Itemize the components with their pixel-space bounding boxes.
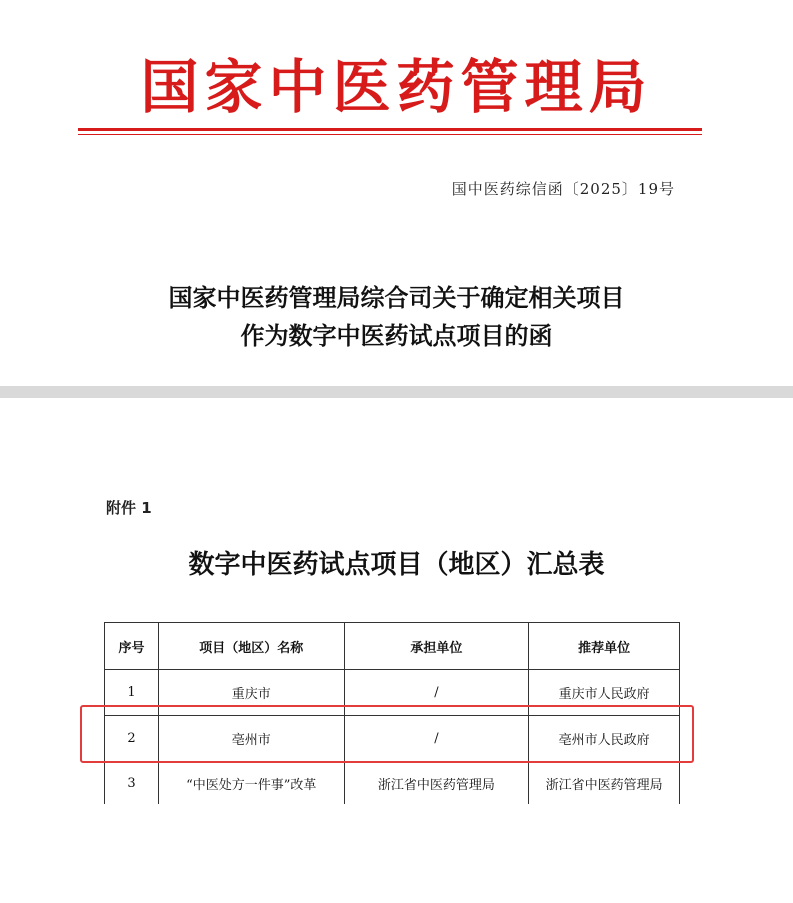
attachment-label: 附件 1 (106, 499, 152, 517)
letter-title-line-1: 国家中医药管理局综合司关于确定相关项目 (168, 284, 625, 312)
page-separator (0, 386, 793, 398)
cell-undertaking-unit: / (344, 716, 529, 762)
cell-project-name: 重庆市 (158, 670, 344, 716)
letterhead-red-rule-thin (78, 134, 702, 135)
letterhead-red-rule (78, 128, 702, 131)
cell-project-name: 亳州市 (158, 716, 344, 762)
header-recommending-unit: 推荐单位 (529, 623, 680, 670)
cell-recommending-unit: 亳州市人民政府 (529, 716, 680, 762)
table-row (105, 762, 680, 805)
cell-project-name: “中医处方一件事”改革 (158, 762, 344, 805)
highlight-box (80, 705, 694, 763)
header-project-name: 项目（地区）名称 (158, 623, 344, 670)
cell-recommending-unit: 重庆市人民政府 (529, 670, 680, 716)
agency-letterhead: 国家中医药管理局 (140, 53, 653, 121)
cell-serial: 3 (105, 762, 159, 805)
header-undertaking-unit: 承担单位 (344, 623, 529, 670)
cell-serial: 2 (105, 716, 159, 762)
letter-page (0, 0, 793, 386)
attachment-page (0, 398, 793, 903)
cell-undertaking-unit: 浙江省中医药管理局 (344, 762, 529, 805)
cell-undertaking-unit: / (344, 670, 529, 716)
document-number: 国中医药综信函〔2025〕19号 (451, 180, 675, 198)
cell-recommending-unit: 浙江省中医药管理局 (529, 762, 680, 805)
letter-title-line-2: 作为数字中医药试点项目的函 (240, 322, 553, 350)
summary-table-title: 数字中医药试点项目（地区）汇总表 (188, 550, 605, 580)
table-header-row (105, 623, 680, 670)
cell-serial: 1 (105, 670, 159, 716)
header-serial: 序号 (105, 623, 159, 670)
